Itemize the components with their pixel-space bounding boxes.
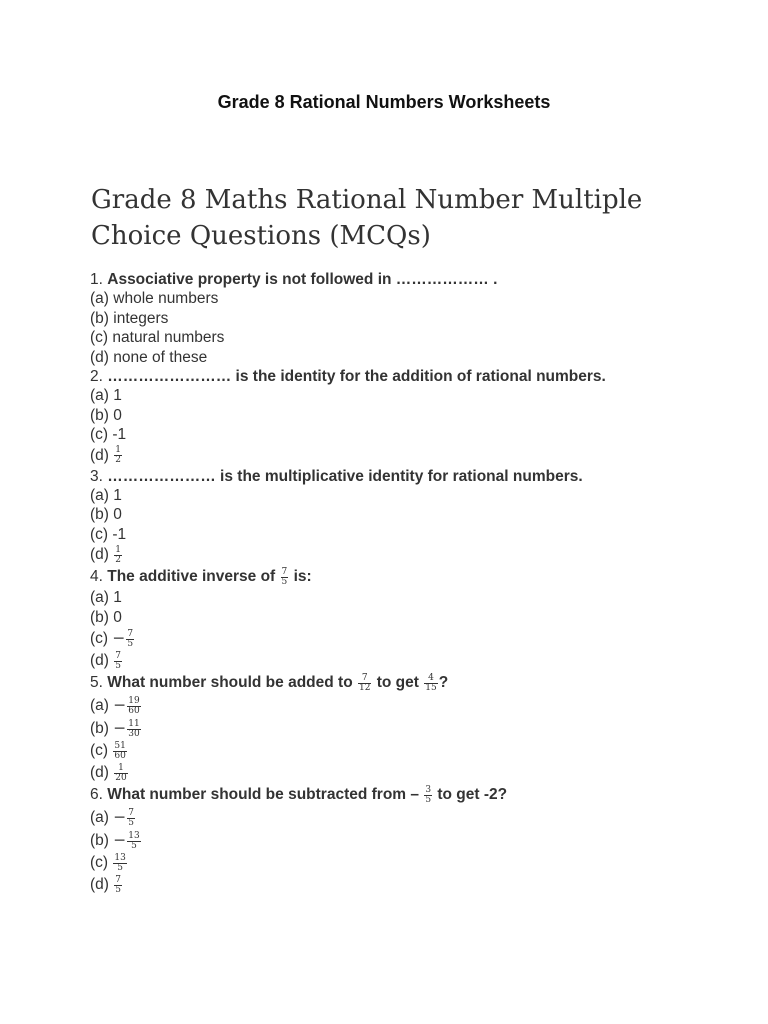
question-text: to get xyxy=(376,674,419,692)
option-3-c xyxy=(90,525,710,544)
fraction-numerator: 7 xyxy=(281,566,288,577)
page-title: Grade 8 Rational Numbers Worksheets xyxy=(217,92,551,112)
fraction-numerator: 1 xyxy=(115,445,121,456)
option-sign: − xyxy=(112,629,126,648)
fraction xyxy=(114,546,122,565)
question-text: ………………… is the multiplicative identity for rational numbers. xyxy=(107,467,583,485)
question-number: 2. xyxy=(90,368,103,386)
fraction xyxy=(113,854,126,873)
fraction xyxy=(114,764,127,783)
option-6-d xyxy=(90,874,710,896)
question-text: …………………… is the identity for the addition of rational numbers. xyxy=(107,368,606,386)
fraction-denominator: 5 xyxy=(425,794,432,805)
fraction-numerator: 7 xyxy=(128,807,134,818)
question-number: 5. xyxy=(90,674,103,692)
option-1-c xyxy=(90,328,710,347)
option-text: 0 xyxy=(113,506,122,524)
fraction xyxy=(358,674,371,693)
question-text: What number should be subtracted from – xyxy=(107,786,419,804)
question-text: What number should be added to xyxy=(107,674,353,692)
fraction xyxy=(127,697,140,716)
option-label: (a) xyxy=(90,387,109,405)
option-label: (d) xyxy=(90,652,109,670)
fraction-denominator: 60 xyxy=(128,705,140,716)
option-label: (d) xyxy=(90,876,109,894)
option-sign: − xyxy=(113,696,127,715)
option-5-d xyxy=(90,762,710,784)
option-sign: − xyxy=(113,808,127,827)
question-text: is: xyxy=(293,568,312,586)
question-2 xyxy=(90,367,710,386)
fraction xyxy=(127,720,140,739)
option-2-a xyxy=(90,386,710,405)
fraction xyxy=(127,832,140,851)
fraction-numerator: 13 xyxy=(128,830,140,841)
fraction-denominator: 30 xyxy=(128,728,140,739)
question-list xyxy=(90,270,710,896)
fraction-numerator: 11 xyxy=(128,718,140,729)
option-label: (b) xyxy=(90,720,109,738)
option-sign: − xyxy=(113,831,127,850)
fraction-numerator: 4 xyxy=(428,672,434,683)
option-label: (c) xyxy=(90,329,109,347)
question-5 xyxy=(90,672,710,694)
option-4-a xyxy=(90,588,710,607)
option-4-d xyxy=(90,650,710,672)
option-text: integers xyxy=(113,309,169,327)
fraction-denominator: 5 xyxy=(115,884,121,895)
option-1-a xyxy=(90,289,710,308)
fraction-denominator: 5 xyxy=(115,660,121,671)
fraction-numerator: 3 xyxy=(425,784,432,795)
fraction-denominator: 5 xyxy=(127,638,134,649)
option-text: natural numbers xyxy=(112,329,225,347)
option-label: (a) xyxy=(90,290,109,308)
option-2-c xyxy=(90,425,710,444)
fraction xyxy=(114,446,122,465)
fraction-numerator: 7 xyxy=(127,628,134,639)
option-6-c xyxy=(90,852,710,874)
option-label: (b) xyxy=(90,406,109,424)
fraction-numerator: 13 xyxy=(114,852,126,863)
option-5-c xyxy=(90,740,710,762)
fraction-denominator: 15 xyxy=(425,682,437,693)
question-4 xyxy=(90,566,710,588)
option-label: (c) xyxy=(90,630,109,648)
option-label: (b) xyxy=(90,506,109,524)
question-number: 3. xyxy=(90,467,103,485)
question-6 xyxy=(90,784,710,806)
option-label: (d) xyxy=(90,546,109,564)
fraction-numerator: 7 xyxy=(115,650,121,661)
option-label: (a) xyxy=(90,697,109,715)
option-text: none of these xyxy=(113,348,208,366)
option-6-a xyxy=(90,806,710,829)
fraction-denominator: 60 xyxy=(114,750,126,761)
option-5-b xyxy=(90,717,710,740)
option-label: (b) xyxy=(90,832,109,850)
option-1-b xyxy=(90,309,710,328)
option-text: whole numbers xyxy=(113,290,219,308)
option-label: (c) xyxy=(90,426,109,444)
option-text: 1 xyxy=(113,487,122,505)
fraction-denominator: 20 xyxy=(115,772,127,783)
option-label: (a) xyxy=(90,809,109,827)
option-3-b xyxy=(90,505,710,524)
section-heading: Grade 8 Maths Rational Number Multiple Choice Questions (MCQs) xyxy=(91,185,643,251)
fraction-denominator: 5 xyxy=(128,817,134,828)
fraction-denominator: 2 xyxy=(115,554,121,565)
option-label: (d) xyxy=(90,348,109,366)
option-label: (c) xyxy=(90,854,109,872)
fraction-numerator: 7 xyxy=(115,874,121,885)
option-2-b xyxy=(90,406,710,425)
question-number: 6. xyxy=(90,786,103,804)
question-3 xyxy=(90,467,710,486)
option-text: 1 xyxy=(113,387,122,405)
option-text: 0 xyxy=(113,608,122,626)
fraction-denominator: 5 xyxy=(281,576,288,587)
fraction-numerator: 51 xyxy=(114,740,126,751)
option-label: (b) xyxy=(90,608,109,626)
fraction xyxy=(126,630,134,649)
fraction xyxy=(281,568,289,587)
question-text: Associative property is not followed in ……………… . xyxy=(107,271,498,288)
option-sign: − xyxy=(113,719,127,738)
question-number: 4. xyxy=(90,568,103,586)
fraction-denominator: 5 xyxy=(113,863,126,873)
fraction xyxy=(114,652,122,671)
option-text: 0 xyxy=(113,406,122,424)
option-label: (a) xyxy=(90,589,109,607)
option-label: (a) xyxy=(90,487,109,505)
fraction-numerator: 19 xyxy=(128,695,140,706)
fraction xyxy=(114,876,122,895)
fraction-numerator: 1 xyxy=(115,544,121,555)
option-text: -1 xyxy=(112,525,127,543)
option-3-a xyxy=(90,486,710,505)
question-text: ? xyxy=(438,674,449,692)
question-text: The additive inverse of xyxy=(107,568,276,586)
fraction-denominator: 12 xyxy=(358,682,371,693)
question-text: to get -2? xyxy=(437,786,508,804)
option-label: (d) xyxy=(90,446,109,464)
option-label: (b) xyxy=(90,309,109,327)
option-text: 1 xyxy=(113,589,122,607)
fraction xyxy=(424,786,432,805)
option-4-b xyxy=(90,608,710,627)
option-label: (d) xyxy=(90,764,109,782)
option-5-a xyxy=(90,694,710,717)
option-label: (c) xyxy=(90,525,109,543)
fraction-denominator: 2 xyxy=(115,455,121,466)
option-label: (c) xyxy=(90,742,109,760)
option-3-d xyxy=(90,544,710,566)
option-1-d xyxy=(90,348,710,367)
fraction xyxy=(113,742,126,761)
option-2-d xyxy=(90,445,710,467)
question-1 xyxy=(90,270,710,289)
option-4-c xyxy=(90,627,710,650)
fraction-numerator: 7 xyxy=(361,672,368,683)
fraction xyxy=(127,809,135,828)
fraction-denominator: 5 xyxy=(127,841,140,851)
option-text: -1 xyxy=(112,426,127,444)
option-6-b xyxy=(90,829,710,852)
fraction xyxy=(424,674,437,693)
question-number: 1. xyxy=(90,271,103,288)
fraction-numerator: 1 xyxy=(118,762,124,773)
